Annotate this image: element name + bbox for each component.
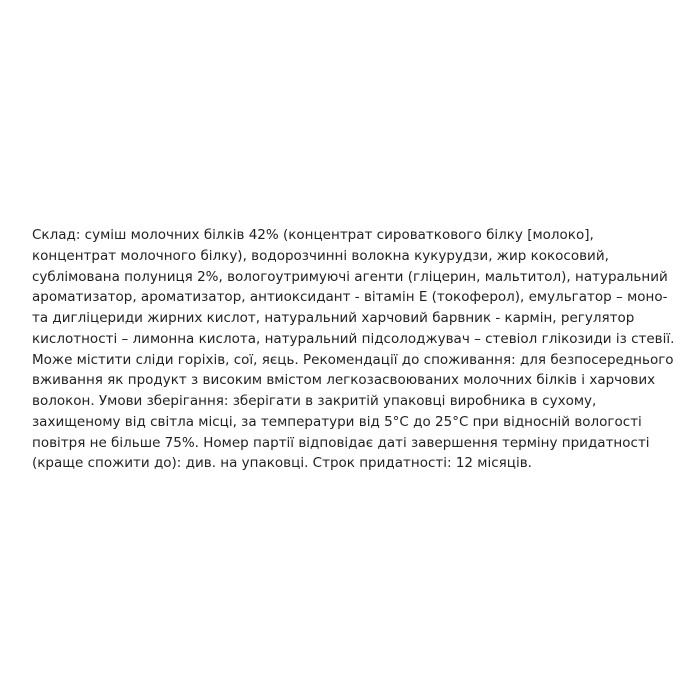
- composition-line: та дигліцериди жирних кислот, натуральний харчовий барвник - кармін, регулятор: [32, 310, 635, 326]
- composition-line: волокон. Умови зберігання: зберігати в закритій упаковці виробника в сухому,: [32, 393, 597, 409]
- composition-line: сублімована полуниця 2%, вологоутримуючі агенти (гліцерин, мальтитол), натуральний: [32, 268, 668, 285]
- composition-line: ароматизатор, ароматизатор, антиоксидант - вітамін Е (токоферол), емульгатор – моно-: [32, 289, 668, 306]
- composition-line: Може містити сліди горіхів, сої, яєць. Рекомендації до споживання: для безпосереднього: [32, 351, 674, 368]
- composition-line: концентрат молочного білку), водорозчинні волокна кукурудзи, жир кокосовий,: [32, 247, 609, 264]
- composition-line: повітря не більше 75%. Номер партії відповідає даті завершення терміну придатності: [32, 434, 650, 451]
- composition-line: (краще спожити до): див. на упаковці. Строк придатності: 12 місяців.: [32, 455, 532, 472]
- composition-line: вживання як продукт з високим вмістом легкозасвоюваних молочних білків і харчових: [32, 372, 656, 389]
- composition-line: Склад: суміш молочних білків 42% (концентрат сироваткового білку [молоко],: [32, 227, 594, 243]
- composition-line: кислотності – лимонна кислота, натуральний підсолоджувач – стевіол глікозиди із стевії.: [32, 330, 675, 347]
- composition-text: [32, 225, 675, 474]
- composition-line: захищеному від світла місці, за температури від 5°С до 25°С при відносній вологості: [32, 413, 642, 430]
